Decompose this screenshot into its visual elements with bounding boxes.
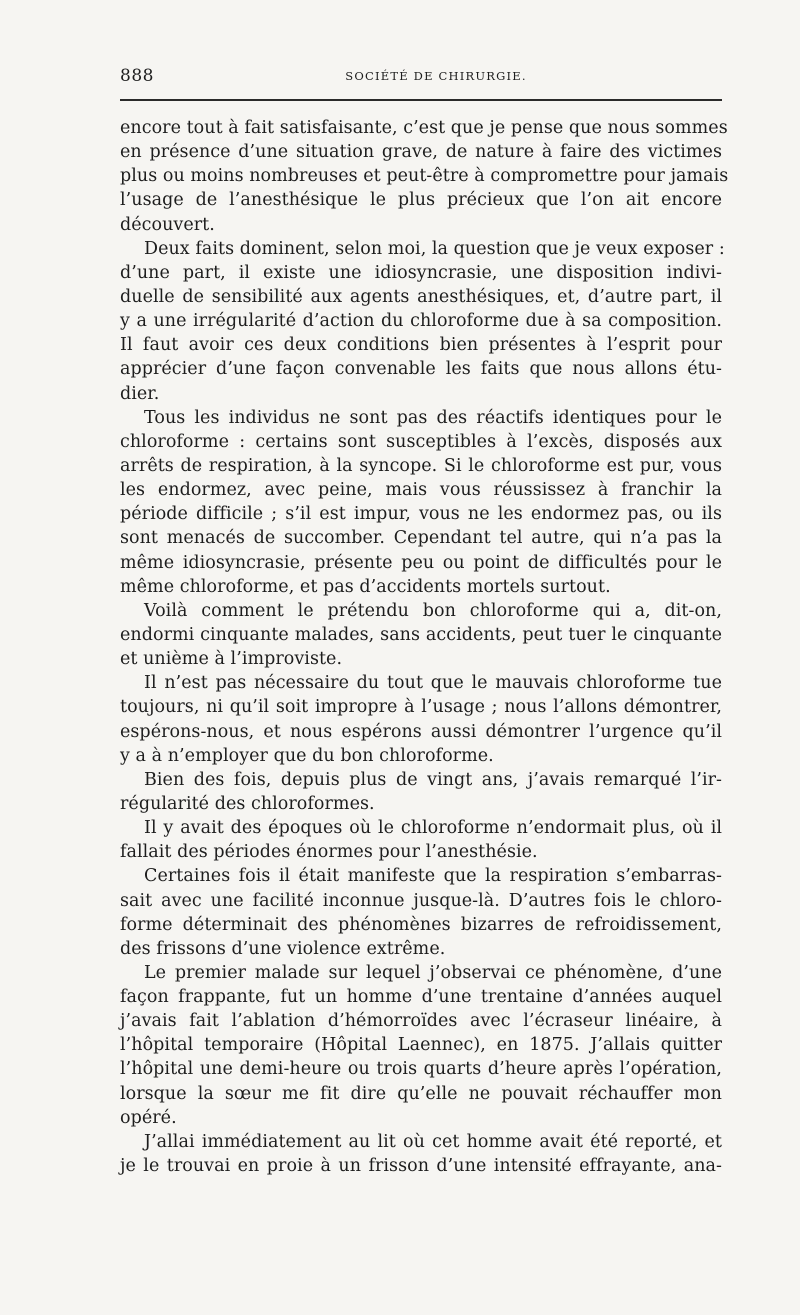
text-line: lorsque la sœur me fit dire qu’elle ne pouvait réchauffer mon: [120, 1083, 722, 1104]
text-line: découvert.: [120, 214, 215, 235]
text-line: forme déterminait des phénomènes bizarres de refroidissement,: [120, 914, 722, 935]
text-line: et unième à l’improviste.: [120, 649, 343, 670]
paragraph: [120, 116, 729, 237]
paragraph: [120, 1130, 722, 1178]
text-line: les endormez, avec peine, mais vous réussissez à franchir la: [120, 480, 722, 501]
text-line: l’hôpital temporaire (Hôpital Laennec), en 1875. J’allais quitter: [120, 1035, 722, 1056]
text-line: je le trouvai en proie à un frisson d’une intensité effrayante, ana-: [120, 1156, 722, 1177]
text-line: Bien des fois, depuis plus de vingt ans, j’avais remarqué l’ir-: [144, 769, 722, 790]
text-line: en présence d’une situation grave, de nature à faire des victimes: [120, 142, 722, 163]
paragraph: [120, 864, 722, 961]
text-line: Voilà comment le prétendu bon chloroforme qui a, dit-on,: [144, 600, 722, 621]
text-line: J’allai immédiatement au lit où cet homme avait été reporté, et: [144, 1131, 722, 1152]
text-line: période difficile ; s’il est impur, vous ne les endormez pas, ou ils: [120, 504, 722, 525]
text-line: l’usage de l’anesthésique le plus précieux que l’on ait encore: [120, 190, 722, 211]
body-text: [120, 116, 729, 1178]
paragraph: [120, 671, 722, 768]
paragraph: [120, 816, 722, 864]
text-line: Deux faits dominent, selon moi, la question que je veux exposer :: [144, 238, 725, 259]
text-line: encore tout à fait satisfaisante, c’est que je pense que nous sommes: [120, 118, 728, 138]
text-line: arrêts de respiration, à la syncope. Si le chloroforme est pur, vous: [120, 455, 722, 476]
text-line: Le premier malade sur lequel j’observai ce phénomène, d’une: [144, 962, 722, 983]
text-line: plus ou moins nombreuses et peut-être à compromettre pour jamais: [120, 166, 729, 187]
running-head: [120, 66, 722, 92]
text-line: y a une irrégularité d’action du chloroforme due à sa composition.: [120, 311, 722, 332]
text-line: y a à n’employer que du bon chloroforme.: [120, 745, 494, 766]
text-line: d’une part, il existe une idiosyncrasie, une disposition indivi-: [120, 262, 722, 283]
text-line: Il n’est pas nécessaire du tout que le mauvais chloroforme tue: [144, 673, 722, 694]
text-line: sait avec une facilité inconnue jusque-là. D’autres fois le chloro-: [120, 890, 722, 911]
text-line: toujours, ni qu’il soit impropre à l’usage ; nous l’allons démontrer,: [120, 697, 722, 718]
text-line: fallait des périodes énormes pour l’anesthésie.: [120, 842, 538, 863]
text-line: duelle de sensibilité aux agents anesthésiques, et, d’autre part, il: [120, 286, 722, 307]
text-line: régularité des chloroformes.: [120, 793, 375, 814]
page-number: 888: [120, 66, 154, 86]
paragraph: [120, 406, 722, 599]
text-line: des frissons d’une violence extrême.: [120, 938, 446, 959]
text-line: Certaines fois il était manifeste que la respiration s’embarras-: [144, 866, 722, 887]
text-line: Tous les individus ne sont pas des réactifs identiques pour le: [144, 407, 722, 428]
text-line: chloroforme : certains sont susceptibles à l’excès, disposés aux: [120, 431, 722, 452]
paragraph: [120, 961, 722, 1130]
text-line: endormi cinquante malades, sans accidents, peut tuer le cinquante: [120, 624, 722, 645]
text-line: l’hôpital une demi-heure ou trois quarts d’heure après l’opération,: [120, 1059, 722, 1080]
paragraph: [120, 237, 725, 406]
text-line: opéré.: [120, 1107, 177, 1128]
header-rule: [120, 99, 722, 101]
text-line: j’avais fait l’ablation d’hémorroïdes avec l’écraseur linéaire, à: [120, 1011, 722, 1032]
text-line: même idiosyncrasie, présente peu ou point de difficultés pour le: [120, 552, 722, 573]
paragraph: [120, 768, 722, 816]
running-title: SOCIÉTÉ DE CHIRURGIE.: [345, 69, 527, 83]
text-line: même chloroforme, et pas d’accidents mortels surtout.: [120, 576, 611, 597]
text-line: Il faut avoir ces deux conditions bien présentes à l’esprit pour: [120, 335, 722, 356]
text-line: sont menacés de succomber. Cependant tel autre, qui n’a pas la: [120, 528, 722, 549]
text-line: espérons-nous, et nous espérons aussi démontrer l’urgence qu’il: [120, 721, 722, 742]
paragraph: [120, 599, 722, 671]
text-line: Il y avait des époques où le chloroforme n’endormait plus, où il: [144, 818, 722, 839]
text-line: façon frappante, fut un homme d’une trentaine d’années auquel: [120, 987, 722, 1008]
text-line: dier.: [120, 383, 160, 404]
text-line: apprécier d’une façon convenable les faits que nous allons étu-: [120, 359, 722, 380]
